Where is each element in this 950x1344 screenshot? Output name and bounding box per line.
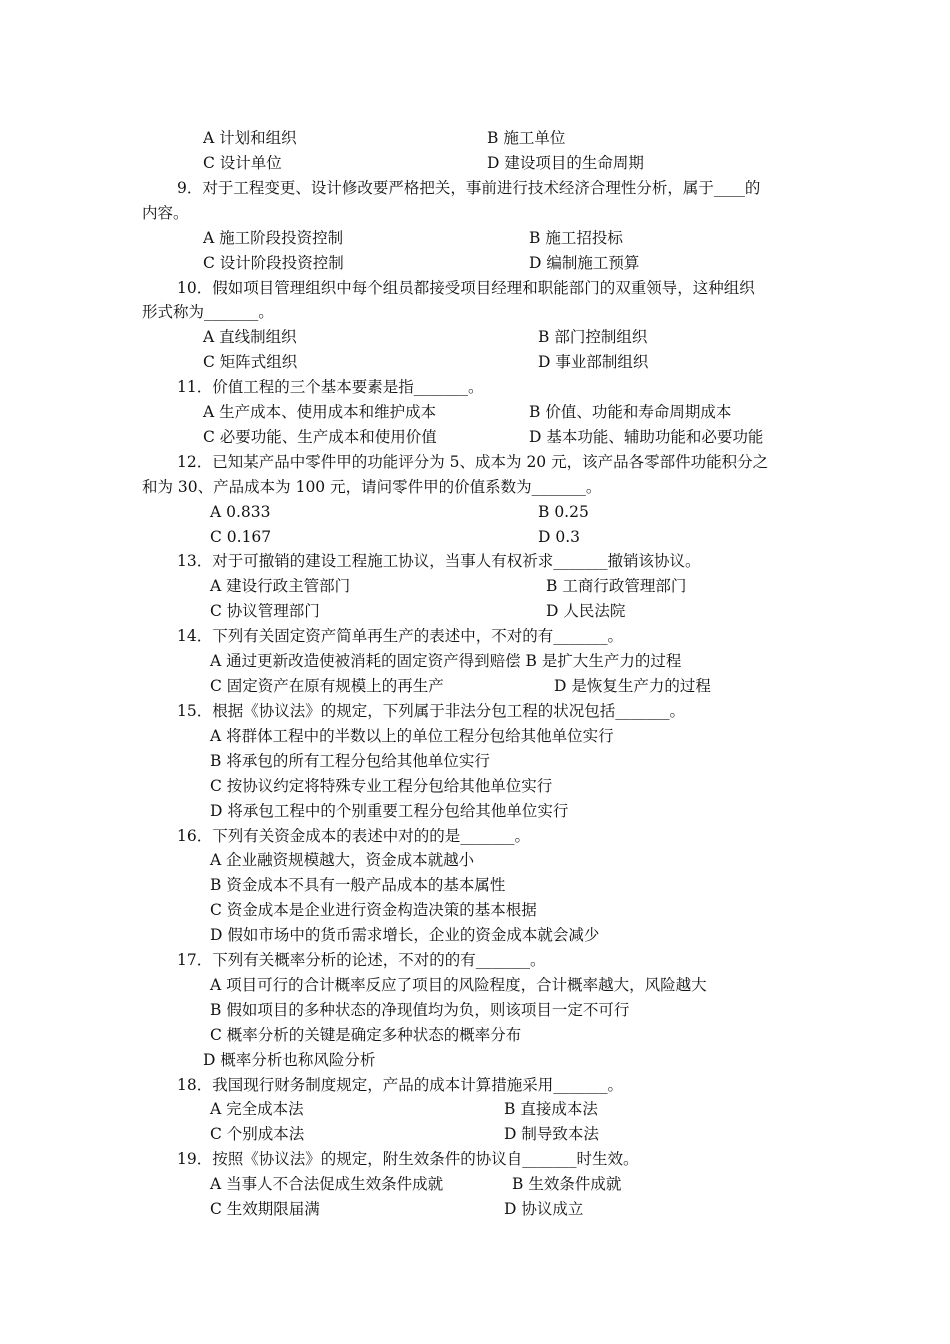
option-text: B 工商行政管理部门 <box>546 577 687 595</box>
option-text: D 编制施工预算 <box>529 254 640 272</box>
option-text: C 资金成本是企业进行资金构造决策的基本根据 <box>210 901 537 919</box>
option-text: C 协议管理部门 <box>210 602 320 620</box>
question-text: 16．下列有关资金成本的表述中对的的是_______。 <box>177 827 530 845</box>
option-text: B 价值、功能和寿命周期成本 <box>529 403 732 421</box>
option-text: A 企业融资规模越大，资金成本就越小 <box>210 851 475 869</box>
option-text: C 固定资产在原有规模上的再生产 <box>210 677 444 695</box>
option-text: A 将群体工程中的半数以上的单位工程分包给其他单位实行 <box>210 727 614 745</box>
option-text: B 假如项目的多种状态的净现值均为负，则该项目一定不可行 <box>210 1001 630 1019</box>
option-text: C 矩阵式组织 <box>203 353 298 371</box>
option-text: D 概率分析也称风险分析 <box>203 1051 376 1069</box>
option-text: B 将承包的所有工程分包给其他单位实行 <box>210 752 490 770</box>
option-text: D 假如市场中的货币需求增长，企业的资金成本就会减少 <box>210 926 600 944</box>
question-text: 内容。 <box>142 204 189 222</box>
option-text: C 设计阶段投资控制 <box>203 254 344 272</box>
option-text: C 必要功能、生产成本和使用价值 <box>203 428 437 446</box>
option-text: A 完全成本法 <box>210 1100 304 1118</box>
option-text: D 人民法院 <box>546 602 626 620</box>
option-text: D 协议成立 <box>504 1200 584 1218</box>
option-text: A 通过更新改造使被消耗的固定资产得到赔偿 B 是扩大生产力的过程 <box>210 652 682 670</box>
option-text: D 将承包工程中的个别重要工程分包给其他单位实行 <box>210 802 569 820</box>
option-text: D 是恢复生产力的过程 <box>554 677 711 695</box>
option-text: B 直接成本法 <box>504 1100 598 1118</box>
option-text: B 施工单位 <box>487 129 566 147</box>
option-text: B 生效条件成就 <box>512 1175 622 1193</box>
option-text: C 0.167 <box>210 528 272 546</box>
question-text: 18．我国现行财务制度规定，产品的成本计算措施采用_______。 <box>177 1076 623 1094</box>
question-text: 和为 30、产品成本为 100 元，请问零件甲的价值系数为_______。 <box>142 478 602 496</box>
question-text: 11．价值工程的三个基本要素是指_______。 <box>177 378 484 396</box>
option-text: D 事业部制组织 <box>538 353 649 371</box>
option-text: A 当事人不合法促成生效条件成就 <box>210 1175 444 1193</box>
option-text: A 直线制组织 <box>203 328 297 346</box>
question-text: 9．对于工程变更、设计修改要严格把关，事前进行技术经济合理性分析，属于____的 <box>177 179 761 197</box>
option-text: B 部门控制组织 <box>538 328 648 346</box>
option-text: A 项目可行的合计概率反应了项目的风险程度，合计概率越大，风险越大 <box>210 976 707 994</box>
question-text: 17．下列有关概率分析的论述，不对的的有_______。 <box>177 951 546 969</box>
option-text: A 生产成本、使用成本和维护成本 <box>203 403 437 421</box>
option-text: B 资金成本不具有一般产品成本的基本属性 <box>210 876 506 894</box>
option-text: C 按协议约定将特殊专业工程分包给其他单位实行 <box>210 777 553 795</box>
option-text: A 0.833 <box>210 503 271 521</box>
question-text: 19．按照《协议法》的规定，附生效条件的协议自_______时生效。 <box>177 1150 639 1168</box>
option-text: D 制导致本法 <box>504 1125 599 1143</box>
option-text: D 建设项目的生命周期 <box>487 154 644 172</box>
option-text: A 施工阶段投资控制 <box>203 229 344 247</box>
option-text: D 0.3 <box>538 528 581 546</box>
question-text: 14．下列有关固定资产简单再生产的表述中，不对的有_______。 <box>177 627 623 645</box>
question-text: 15．根据《协议法》的规定，下列属于非法分包工程的状况包括_______。 <box>177 702 685 720</box>
question-text: 形式称为_______。 <box>142 303 274 321</box>
option-text: C 个别成本法 <box>210 1125 305 1143</box>
option-text: B 施工招投标 <box>529 229 623 247</box>
option-text: C 生效期限届满 <box>210 1200 320 1218</box>
option-text: B 0.25 <box>538 503 589 521</box>
option-text: C 概率分析的关键是确定多种状态的概率分布 <box>210 1026 522 1044</box>
option-text: A 计划和组织 <box>203 129 297 147</box>
option-text: D 基本功能、辅助功能和必要功能 <box>529 428 764 446</box>
question-text: 13．对于可撤销的建设工程施工协议，当事人有权祈求_______撤销该协议。 <box>177 552 701 570</box>
question-text: 12．已知某产品中零件甲的功能评分为 5、成本为 20 元，该产品各零部件功能积分之 <box>177 453 769 471</box>
option-text: C 设计单位 <box>203 154 282 172</box>
question-text: 10．假如项目管理组织中每个组员都接受项目经理和职能部门的双重领导，这种组织 <box>177 279 755 297</box>
option-text: A 建设行政主管部门 <box>210 577 351 595</box>
